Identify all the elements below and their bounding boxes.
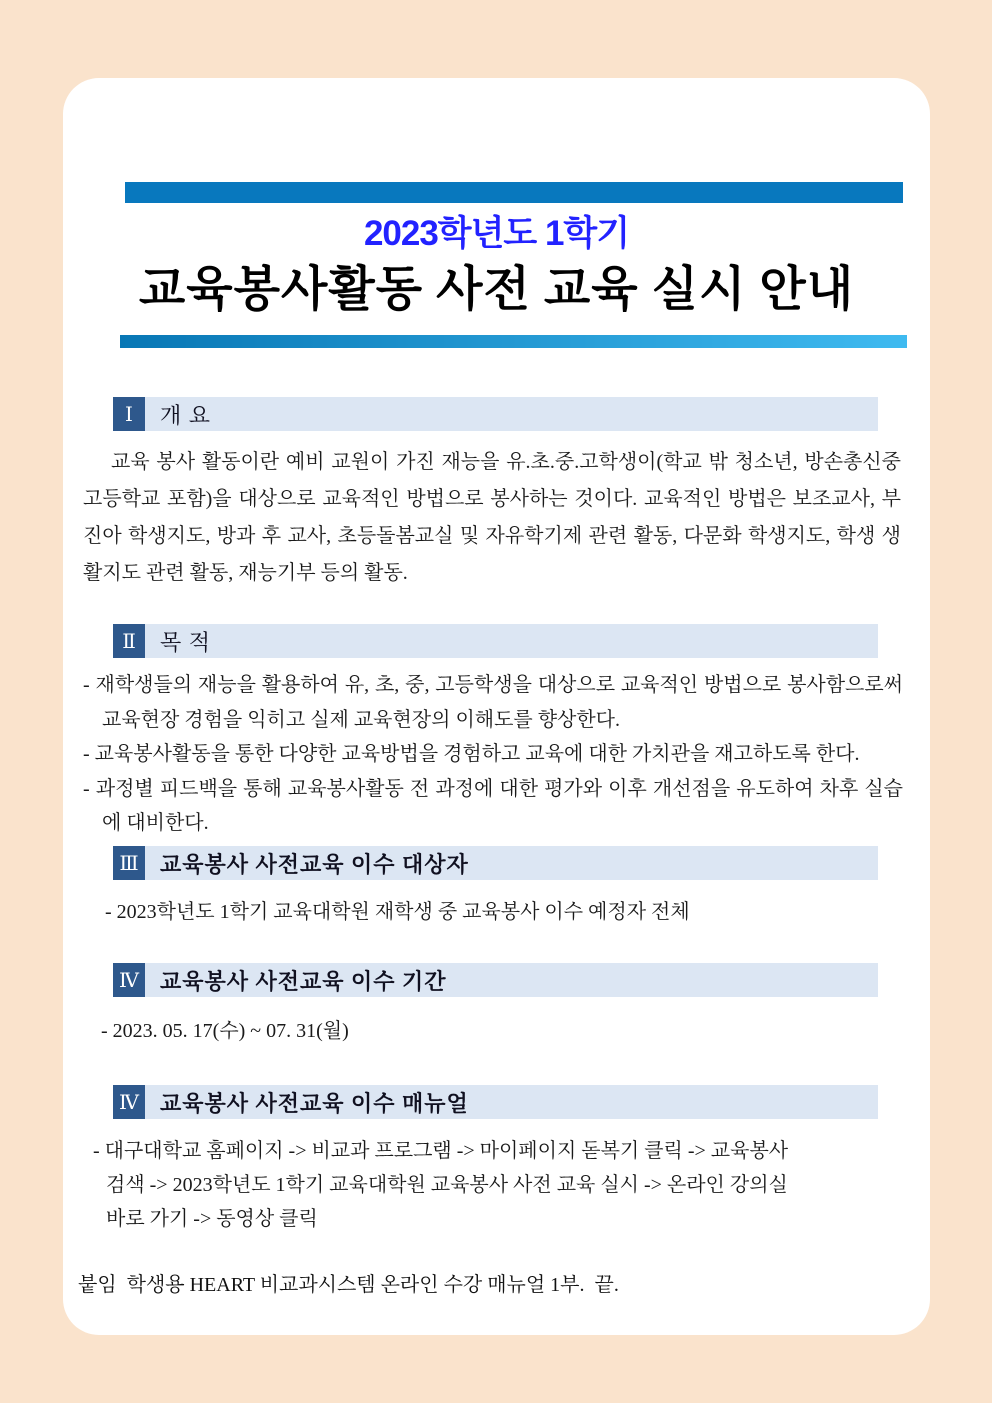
section-target-numeral: Ⅲ: [113, 846, 145, 880]
section-manual-title: 교육봉사 사전교육 이수 매뉴얼: [145, 1085, 878, 1119]
section-period-title: 교육봉사 사전교육 이수 기간: [145, 963, 878, 997]
list-item: - 교육봉사활동을 통한 다양한 교육방법을 경험하고 교육에 대한 가치관을 재고하도록 한다.: [83, 743, 860, 765]
section-target-header: [113, 846, 878, 880]
document-title: 교육봉사활동 사전 교육 실시 안내: [138, 263, 855, 316]
list-item: - 재학생들의 재능을 활용하여 유, 초, 중, 고등학생을 대상으로 교육적인 방법으로 봉사함으로써 교육현장 경험을 익히고 실제 교육현장의 이해도를 향상한다.: [83, 674, 903, 731]
section-purpose-list: [83, 668, 903, 841]
attachment-note: 붙임 학생용 HEART 비교과시스템 온라인 수강 매뉴얼 1부. 끝.: [78, 1274, 619, 1296]
manual-step-line: - 대구대학교 홈페이지 -> 비교과 프로그램 -> 마이페이지 돋복기 클릭 -> 교육봉사: [93, 1140, 789, 1162]
section-manual-steps: [93, 1134, 893, 1236]
section-overview-header: [113, 397, 878, 431]
header-bottom-bar: [120, 335, 907, 348]
section-period-header: [113, 963, 878, 997]
document-card: [63, 78, 930, 1335]
section-target-item: - 2023학년도 1학기 교육대학원 재학생 중 교육봉사 이수 예정자 전체: [105, 901, 690, 923]
section-overview-numeral: Ⅰ: [113, 397, 145, 431]
section-purpose-numeral: Ⅱ: [113, 624, 145, 658]
section-manual-header: [113, 1085, 878, 1119]
document-subtitle: 2023학년도 1학기: [363, 214, 630, 253]
section-period-item: - 2023. 05. 17(수) ~ 07. 31(월): [101, 1020, 349, 1042]
manual-step-line: 검색 -> 2023학년도 1학기 교육대학원 교육봉사 사전 교육 실시 -> 온라인 강의실: [106, 1174, 788, 1196]
section-purpose-title: 목 적: [145, 624, 878, 658]
section-period-numeral: Ⅳ: [113, 963, 145, 997]
section-purpose-header: [113, 624, 878, 658]
section-manual-numeral: Ⅳ: [113, 1085, 145, 1119]
header-top-bar: [125, 182, 903, 203]
section-overview-paragraph: 교육 봉사 활동이란 예비 교원이 가진 재능을 유.초.중.고학생이(학교 밖 청소년, 방손총신중고등학교 포함)을 대상으로 교육적인 방법으로 봉사하는 것이다. 교육적인 방법은 보조교사, 부진아 학생지도, 방과 후 교사, 초등돌봄교실 및 자유학기제 관련 활동, 다문화 학생지도, 학생 생활지도 관련 활동, 재능기부 등의 활동.: [83, 451, 901, 584]
section-overview-title: 개 요: [145, 397, 878, 431]
manual-step-line: 바로 가기 -> 동영상 클릭: [106, 1208, 318, 1230]
list-item: - 과정별 피드백을 통해 교육봉사활동 전 과정에 대한 평가와 이후 개선점을 유도하여 차후 실습에 대비한다.: [83, 777, 903, 834]
section-target-title: 교육봉사 사전교육 이수 대상자: [145, 846, 878, 880]
